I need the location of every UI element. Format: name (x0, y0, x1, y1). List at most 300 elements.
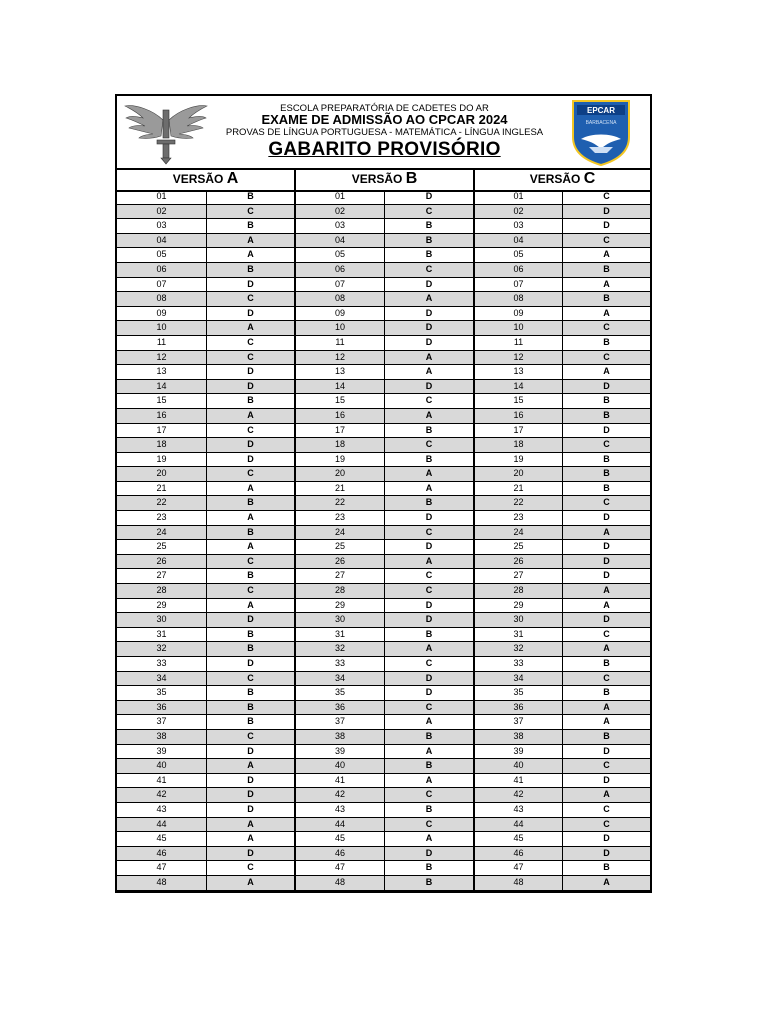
question-number-c: 18 (513, 439, 524, 450)
answer-letter-b: A (425, 482, 433, 493)
svg-text:BARBACENA: BARBACENA (585, 120, 617, 126)
answer-letter-a: C (247, 424, 254, 435)
question-number-a: 45 (156, 833, 167, 844)
question-number-b: 36 (334, 701, 345, 712)
answer-letter-a: C (247, 585, 254, 596)
question-number-a: 36 (156, 701, 167, 712)
question-number-c: 44 (513, 818, 524, 829)
question-number-b: 42 (334, 789, 345, 800)
question-number-c: 24 (513, 526, 524, 537)
question-number-a: 16 (156, 409, 167, 420)
question-number-b: 29 (334, 599, 345, 610)
answer-letter-c: A (603, 716, 610, 727)
question-number-a: 40 (156, 760, 167, 771)
question-number-b: 03 (334, 220, 345, 231)
question-number-c: 13 (513, 366, 524, 377)
answer-letter-c: D (603, 220, 610, 231)
question-number-b: 02 (334, 205, 345, 216)
question-number-a: 44 (156, 818, 167, 829)
air-force-wings-emblem (123, 100, 209, 166)
question-number-c: 36 (513, 701, 524, 712)
answer-letter-c: C (603, 351, 610, 362)
question-number-c: 14 (513, 380, 524, 391)
question-number-a: 32 (156, 643, 167, 654)
question-number-c: 45 (513, 833, 524, 844)
question-number-b: 26 (334, 555, 345, 566)
question-number-b: 27 (334, 570, 345, 581)
answer-letter-c: C (603, 803, 610, 814)
answer-letter-c: A (603, 876, 610, 887)
answer-letter-c: C (603, 818, 610, 829)
question-number-c: 07 (513, 278, 524, 289)
question-number-a: 06 (156, 263, 167, 274)
answer-letter-b: C (425, 789, 433, 800)
question-number-b: 35 (334, 687, 345, 698)
question-number-c: 12 (513, 351, 524, 362)
question-number-a: 27 (156, 570, 167, 581)
answer-letter-c: A (603, 366, 610, 377)
answer-letter-c: A (603, 701, 610, 712)
column-divider (206, 190, 207, 891)
question-number-c: 16 (513, 409, 524, 420)
answer-letter-c: D (603, 380, 610, 391)
answer-letter-c: B (603, 862, 610, 873)
question-number-c: 34 (513, 672, 524, 683)
answer-letter-b: A (425, 833, 433, 844)
answer-letter-a: A (247, 818, 254, 829)
question-number-b: 25 (334, 541, 345, 552)
question-number-c: 22 (513, 497, 524, 508)
answer-letter-a: B (247, 526, 254, 537)
question-number-b: 33 (334, 658, 345, 668)
question-number-a: 15 (156, 395, 167, 406)
question-number-a: 18 (156, 439, 167, 450)
answer-letter-a: D (247, 847, 254, 858)
answer-letter-b: A (425, 293, 433, 304)
answer-letter-b: A (425, 555, 433, 566)
answer-letter-c: C (603, 497, 610, 508)
question-number-b: 13 (334, 366, 345, 377)
answer-letter-b: C (425, 701, 433, 712)
answer-letter-b: D (425, 687, 433, 698)
answer-letter-a: D (247, 658, 254, 668)
answer-letter-a: C (247, 730, 254, 741)
answer-letter-b: D (425, 672, 433, 683)
answer-key-sheet (115, 94, 652, 893)
question-number-b: 07 (334, 278, 345, 289)
answer-letter-a: D (247, 745, 254, 756)
question-number-c: 37 (513, 716, 524, 727)
version-divider (473, 190, 475, 891)
question-number-c: 21 (513, 482, 524, 493)
question-number-b: 18 (334, 439, 345, 450)
answer-letter-a: B (247, 191, 254, 201)
answer-letter-b: B (425, 876, 433, 887)
answer-letter-b: A (425, 409, 433, 420)
question-number-b: 05 (334, 249, 345, 260)
question-number-a: 24 (156, 526, 167, 537)
question-number-c: 06 (513, 263, 524, 274)
answer-letter-b: B (425, 234, 433, 245)
question-number-c: 11 (513, 336, 524, 347)
question-number-c: 46 (513, 847, 524, 858)
answer-letter-c: D (603, 570, 610, 581)
question-number-b: 14 (334, 380, 345, 391)
answer-letter-b: B (425, 424, 433, 435)
question-number-b: 24 (334, 526, 345, 537)
version-c-header: VERSÃO C (529, 170, 596, 187)
answer-letter-b: A (425, 774, 433, 785)
answer-letter-c: D (603, 541, 610, 552)
answer-letter-b: C (425, 526, 433, 537)
answer-letter-b: C (425, 570, 433, 581)
question-number-c: 29 (513, 599, 524, 610)
question-number-b: 06 (334, 263, 345, 274)
page-title: GABARITO PROVISÓRIO (268, 139, 501, 160)
answer-letter-b: D (425, 599, 433, 610)
answer-letter-c: B (603, 336, 610, 347)
question-number-c: 38 (513, 730, 524, 741)
question-number-c: 26 (513, 555, 524, 566)
question-number-c: 01 (513, 191, 524, 201)
question-number-a: 34 (156, 672, 167, 683)
answer-letter-c: C (603, 322, 610, 333)
question-number-a: 01 (156, 191, 167, 201)
answer-letter-b: C (425, 439, 433, 450)
answer-letter-a: D (247, 278, 254, 289)
question-number-c: 31 (513, 628, 524, 639)
answer-letter-a: A (247, 482, 254, 493)
answer-letter-b: D (425, 380, 433, 391)
question-number-c: 30 (513, 614, 524, 625)
answer-letter-c: D (603, 512, 610, 523)
question-number-a: 08 (156, 293, 167, 304)
question-number-c: 47 (513, 862, 524, 873)
answer-letter-a: D (247, 366, 254, 377)
question-number-c: 35 (513, 687, 524, 698)
answer-letter-c: B (603, 293, 610, 304)
question-number-c: 42 (513, 789, 524, 800)
answer-letter-a: B (247, 701, 254, 712)
svg-text:EPCAR: EPCAR (586, 106, 616, 115)
answer-letter-a: C (247, 468, 254, 479)
answer-letter-a: B (247, 643, 254, 654)
answer-letter-b: D (425, 512, 433, 523)
question-number-c: 39 (513, 745, 524, 756)
question-number-c: 15 (513, 395, 524, 406)
answer-letter-c: D (603, 833, 610, 844)
question-number-a: 04 (156, 234, 167, 245)
question-number-b: 09 (334, 307, 345, 318)
answer-letter-a: C (247, 336, 254, 347)
answer-letter-c: D (603, 424, 610, 435)
question-number-a: 12 (156, 351, 167, 362)
answer-letter-c: C (603, 439, 610, 450)
answer-letter-a: B (247, 687, 254, 698)
question-number-a: 35 (156, 687, 167, 698)
answer-letter-b: D (425, 322, 433, 333)
question-number-c: 25 (513, 541, 524, 552)
answer-letter-a: D (247, 380, 254, 391)
question-number-b: 47 (334, 862, 345, 873)
question-number-a: 21 (156, 482, 167, 493)
answer-letter-a: D (247, 774, 254, 785)
question-number-a: 11 (156, 336, 167, 347)
answer-letter-c: A (603, 599, 610, 610)
question-number-b: 37 (334, 716, 345, 727)
answer-letter-a: A (247, 234, 254, 245)
answer-letter-c: A (603, 249, 610, 260)
question-number-c: 23 (513, 512, 524, 523)
answer-letter-c: D (603, 847, 610, 858)
answer-letter-b: C (425, 818, 433, 829)
answer-letter-a: B (247, 220, 254, 231)
answer-letter-b: B (425, 453, 433, 464)
question-number-b: 28 (334, 585, 345, 596)
answer-letter-c: A (603, 585, 610, 596)
answer-letter-a: D (247, 453, 254, 464)
answer-letter-c: B (603, 409, 610, 420)
answer-letter-c: A (603, 789, 610, 800)
answer-letter-b: A (425, 745, 433, 756)
version-headers (117, 168, 650, 192)
version-divider (294, 190, 296, 891)
question-number-c: 03 (513, 220, 524, 231)
question-number-c: 02 (513, 205, 524, 216)
answer-letter-b: B (425, 730, 433, 741)
answer-letter-a: A (247, 249, 254, 260)
question-number-c: 20 (513, 468, 524, 479)
question-number-c: 48 (513, 876, 524, 887)
question-number-b: 21 (334, 482, 345, 493)
answer-letter-b: D (425, 307, 433, 318)
question-number-b: 44 (334, 818, 345, 829)
question-number-b: 34 (334, 672, 345, 683)
question-number-c: 17 (513, 424, 524, 435)
answer-letter-b: C (425, 658, 433, 668)
answer-letter-a: C (247, 672, 254, 683)
answer-letter-b: A (425, 366, 433, 377)
question-number-b: 15 (334, 395, 345, 406)
answer-letter-a: B (247, 628, 254, 639)
answer-letter-b: D (425, 191, 433, 201)
answer-letter-b: B (425, 628, 433, 639)
question-number-b: 32 (334, 643, 345, 654)
answer-letter-a: A (247, 760, 254, 771)
answer-letter-c: D (603, 774, 610, 785)
version-b-header: VERSÃO B (351, 170, 418, 187)
question-number-a: 26 (156, 555, 167, 566)
answer-letter-b: A (425, 716, 433, 727)
question-number-a: 20 (156, 468, 167, 479)
answer-letter-a: B (247, 497, 254, 508)
question-number-c: 43 (513, 803, 524, 814)
answer-letter-a: B (247, 395, 254, 406)
answer-letter-a: D (247, 307, 254, 318)
school-name: ESCOLA PREPARATÓRIA DE CADETES DO AR (280, 103, 489, 114)
answer-letter-c: A (603, 307, 610, 318)
answer-letter-b: B (425, 249, 433, 260)
question-number-a: 33 (156, 658, 167, 668)
answer-letter-b: D (425, 541, 433, 552)
answer-letter-a: D (247, 614, 254, 625)
question-number-b: 17 (334, 424, 345, 435)
question-number-b: 45 (334, 833, 345, 844)
answer-letter-a: C (247, 351, 254, 362)
question-number-a: 29 (156, 599, 167, 610)
question-number-c: 27 (513, 570, 524, 581)
answer-letter-b: B (425, 803, 433, 814)
answer-letter-b: D (425, 336, 433, 347)
question-number-a: 14 (156, 380, 167, 391)
exam-subjects: PROVAS DE LÍNGUA PORTUGUESA - MATEMÁTICA - LÍNGUA INGLESA (225, 127, 544, 138)
answer-letter-a: A (247, 599, 254, 610)
answer-letter-a: A (247, 322, 254, 333)
question-number-c: 28 (513, 585, 524, 596)
answer-letter-a: A (247, 541, 254, 552)
question-number-b: 20 (334, 468, 345, 479)
answer-letter-b: A (425, 351, 433, 362)
question-number-b: 43 (334, 803, 345, 814)
question-number-a: 46 (156, 847, 167, 858)
answer-letter-c: C (603, 628, 610, 639)
column-divider (384, 190, 385, 891)
answer-letter-a: C (247, 293, 254, 304)
question-number-c: 10 (513, 322, 524, 333)
question-number-b: 48 (334, 876, 345, 887)
answer-letter-b: B (425, 862, 433, 873)
answer-letter-c: B (603, 687, 610, 698)
answer-letter-b: D (425, 278, 433, 289)
answer-letter-c: A (603, 278, 610, 289)
answer-letter-b: D (425, 847, 433, 858)
answer-letter-c: C (603, 672, 610, 683)
question-number-b: 04 (334, 234, 345, 245)
question-number-a: 42 (156, 789, 167, 800)
answer-letter-c: B (603, 482, 610, 493)
answer-letter-a: A (247, 409, 254, 420)
header (117, 96, 650, 170)
question-number-a: 31 (156, 628, 167, 639)
answer-letter-c: A (603, 526, 610, 537)
question-number-a: 02 (156, 205, 167, 216)
answer-letter-c: D (603, 205, 610, 216)
question-number-c: 09 (513, 307, 524, 318)
exam-title: EXAME DE ADMISSÃO AO CPCAR 2024 (261, 112, 508, 127)
answer-letter-b: D (425, 614, 433, 625)
question-number-b: 41 (334, 774, 345, 785)
question-number-c: 08 (513, 293, 524, 304)
answer-letter-a: D (247, 439, 254, 450)
answer-letter-c: B (603, 468, 610, 479)
question-number-a: 47 (156, 862, 167, 873)
question-number-a: 48 (156, 876, 167, 887)
answer-letter-c: B (603, 658, 610, 668)
question-number-c: 40 (513, 760, 524, 771)
answer-letter-a: C (247, 555, 254, 566)
answer-letter-b: C (425, 205, 433, 216)
question-number-c: 32 (513, 643, 524, 654)
answer-letter-c: B (603, 263, 610, 274)
question-number-b: 39 (334, 745, 345, 756)
question-number-a: 25 (156, 541, 167, 552)
answer-letter-b: C (425, 395, 433, 406)
question-number-a: 23 (156, 512, 167, 523)
question-number-a: 41 (156, 774, 167, 785)
question-number-b: 11 (335, 336, 345, 347)
question-number-a: 17 (156, 424, 167, 435)
answer-letter-a: B (247, 263, 254, 274)
answer-letter-b: B (425, 220, 433, 231)
question-number-a: 03 (156, 220, 167, 231)
epcar-shield-emblem (571, 99, 631, 166)
question-number-a: 28 (156, 585, 167, 596)
answer-letter-a: D (247, 803, 254, 814)
answer-letter-b: B (425, 760, 433, 771)
question-number-b: 38 (334, 730, 345, 741)
question-number-b: 10 (334, 322, 345, 333)
answer-letter-c: B (603, 730, 610, 741)
question-number-b: 01 (334, 191, 345, 201)
answer-letter-c: A (603, 643, 610, 654)
question-number-c: 33 (513, 658, 524, 668)
answer-letter-a: A (247, 876, 254, 887)
question-number-b: 12 (334, 351, 345, 362)
question-number-a: 19 (156, 453, 167, 464)
answer-letter-c: D (603, 745, 610, 756)
question-number-c: 19 (513, 453, 524, 464)
answer-letter-b: B (425, 497, 433, 508)
question-number-c: 05 (513, 249, 524, 260)
question-number-a: 07 (156, 278, 167, 289)
answer-letter-a: D (247, 789, 254, 800)
question-number-b: 40 (334, 760, 345, 771)
question-number-b: 23 (334, 512, 345, 523)
answer-letter-c: B (603, 395, 610, 406)
question-number-a: 10 (156, 322, 167, 333)
question-number-a: 13 (156, 366, 167, 377)
version-a-header: VERSÃO A (172, 170, 239, 187)
answer-letter-c: C (603, 191, 610, 201)
answer-letter-c: C (603, 760, 610, 771)
answer-letter-a: C (247, 205, 254, 216)
answer-letter-a: B (247, 570, 254, 581)
question-number-b: 30 (334, 614, 345, 625)
answer-letter-c: B (603, 453, 610, 464)
question-number-b: 16 (334, 409, 345, 420)
answer-letter-b: C (425, 263, 433, 274)
answer-letter-a: A (247, 512, 254, 523)
answer-letter-b: A (425, 643, 433, 654)
question-number-a: 30 (156, 614, 167, 625)
question-number-a: 37 (156, 716, 167, 727)
answer-letter-a: C (247, 862, 254, 873)
question-number-a: 05 (156, 249, 167, 260)
question-number-b: 46 (334, 847, 345, 858)
question-number-a: 38 (156, 730, 167, 741)
answer-letter-c: C (603, 234, 610, 245)
question-number-a: 39 (156, 745, 167, 756)
question-number-a: 43 (156, 803, 167, 814)
answer-letter-b: C (425, 585, 433, 596)
column-divider (562, 190, 563, 891)
answer-letter-c: D (603, 555, 610, 566)
answer-letter-b: A (425, 468, 433, 479)
question-number-b: 08 (334, 293, 345, 304)
question-number-b: 31 (334, 628, 345, 639)
answer-letter-a: B (247, 716, 254, 727)
question-number-b: 19 (334, 453, 345, 464)
